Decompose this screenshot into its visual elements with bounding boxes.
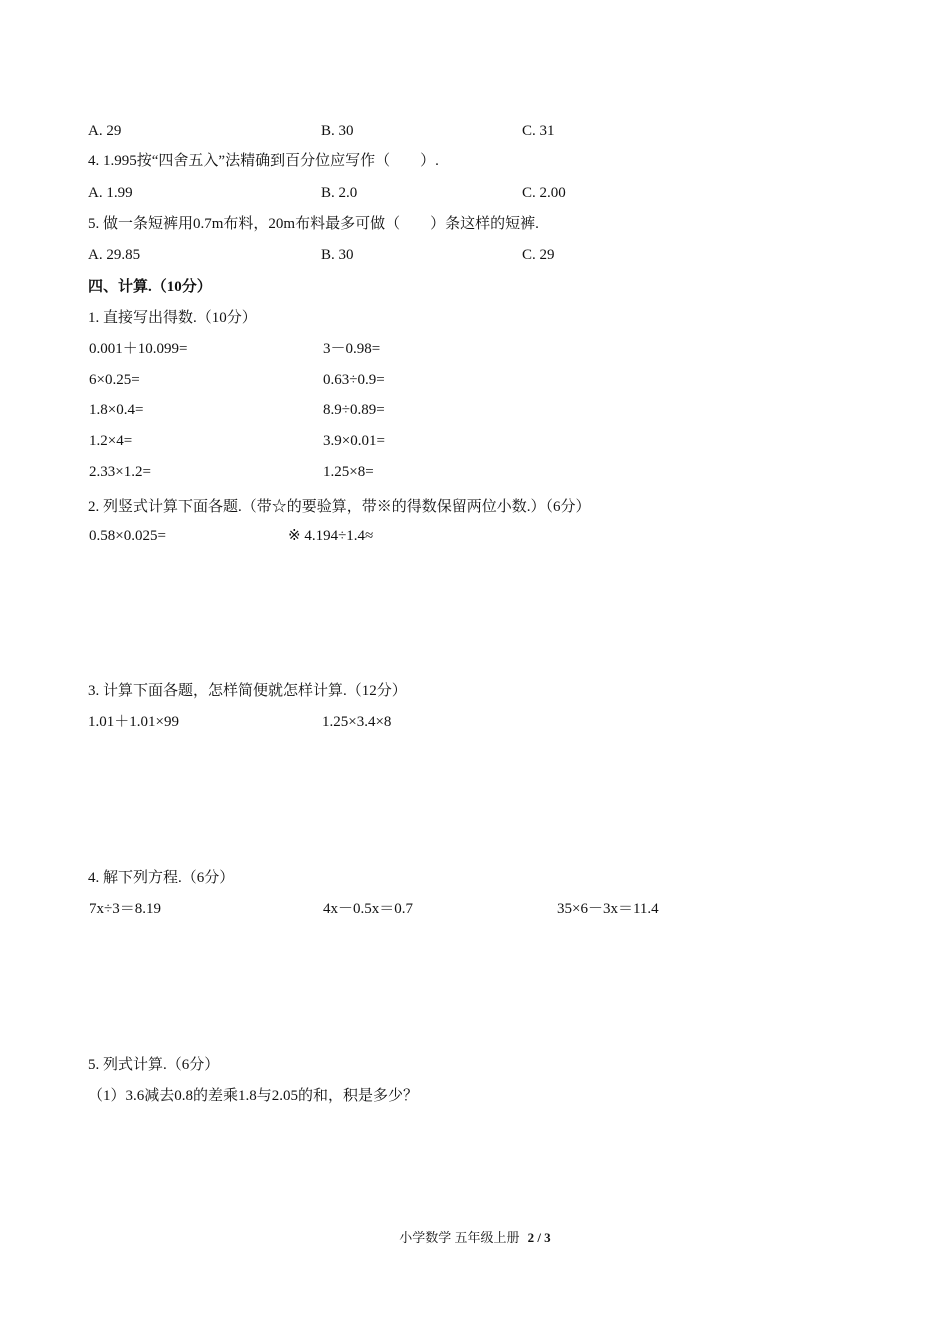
equation-3: 35×6－3x＝11.4 bbox=[557, 901, 659, 917]
calc-item: 1.8×0.4= bbox=[89, 402, 144, 418]
q3-option-c: C. 31 bbox=[522, 123, 555, 139]
equation-2: 4x－0.5x＝0.7 bbox=[323, 901, 414, 917]
q3-option-b: B. 30 bbox=[321, 123, 354, 139]
page-number: 2 / 3 bbox=[527, 1230, 551, 1245]
q4-option-b: B. 2.0 bbox=[321, 185, 358, 201]
q5-option-a: A. 29.85 bbox=[88, 247, 141, 263]
part3-title: 3. 计算下面各题，怎样简便就怎样计算.（12分） bbox=[88, 683, 407, 699]
q4-option-a: A. 1.99 bbox=[88, 185, 133, 201]
q4-text: 4. 1.995按“四舍五入”法精确到百分位应写作（ ）. bbox=[88, 153, 439, 169]
simplify-left: 1.01＋1.01×99 bbox=[88, 714, 179, 730]
calc-item: 3－0.98= bbox=[323, 341, 381, 357]
equation-1: 7x÷3＝8.19 bbox=[89, 901, 161, 917]
section-title: 四、计算.（10分） bbox=[88, 279, 212, 295]
q5-option-c: C. 29 bbox=[522, 247, 555, 263]
footer-text: 小学数学 五年级上册 bbox=[399, 1230, 520, 1245]
q5-text: 5. 做一条短裤用0.7m布料，20m布料最多可做（ ）条这样的短裤. bbox=[88, 216, 539, 232]
calc-item: 1.2×4= bbox=[89, 433, 133, 449]
calc-item: 3.9×0.01= bbox=[323, 433, 385, 449]
simplify-right: 1.25×3.4×8 bbox=[322, 714, 392, 730]
word-problem-1: （1）3.6减去0.8的差乘1.8与2.05的和，积是多少？ bbox=[88, 1088, 419, 1104]
part4-title: 4. 解下列方程.（6分） bbox=[88, 870, 235, 886]
part2-title: 2. 列竖式计算下面各题.（带☆的要验算，带※的得数保留两位小数.）（6分） bbox=[88, 499, 591, 515]
calc-item: 0.001＋10.099= bbox=[89, 341, 188, 357]
vertical-calc-right: ※ 4.194÷1.4≈ bbox=[288, 528, 374, 544]
q3-option-a: A. 29 bbox=[88, 123, 122, 139]
calc-item: 1.25×8= bbox=[323, 464, 374, 480]
calc-item: 6×0.25= bbox=[89, 372, 140, 388]
vertical-calc-left: 0.58×0.025= bbox=[89, 528, 166, 544]
q5-option-b: B. 30 bbox=[321, 247, 354, 263]
part1-title: 1. 直接写出得数.（10分） bbox=[88, 310, 257, 326]
calc-item: 0.63÷0.9= bbox=[323, 372, 385, 388]
page-footer bbox=[0, 1229, 950, 1247]
calc-item: 8.9÷0.89= bbox=[323, 402, 385, 418]
q4-option-c: C. 2.00 bbox=[522, 185, 566, 201]
calc-item: 2.33×1.2= bbox=[89, 464, 151, 480]
part5-title: 5. 列式计算.（6分） bbox=[88, 1057, 220, 1073]
